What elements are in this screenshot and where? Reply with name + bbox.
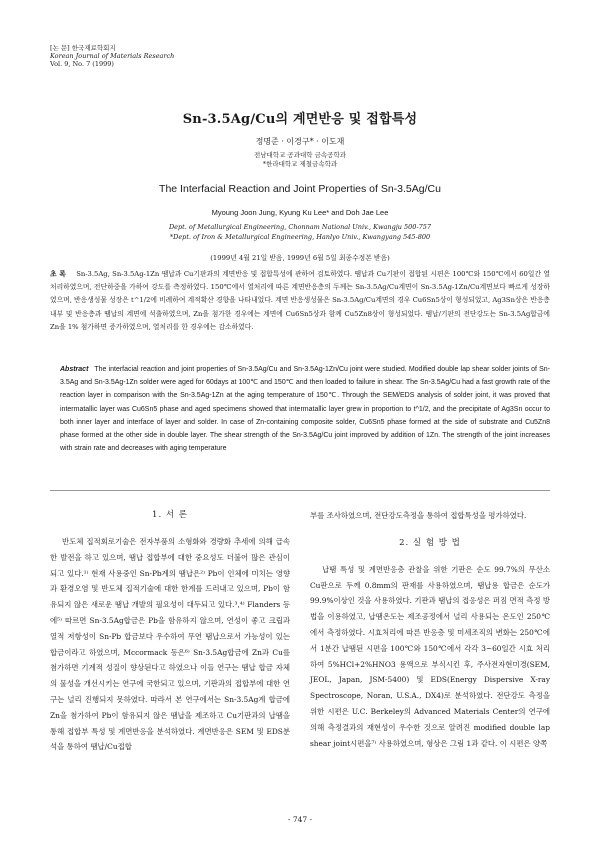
received-dates: (1999년 4월 21일 받음, 1999년 6월 5일 최종수정본 받음) <box>210 254 390 262</box>
affiliation-korean-2: *한라대학교 제철금속학과 <box>262 160 338 168</box>
journal-line-3: Vol. 9, No. 7 (1999) <box>50 60 114 68</box>
abstract-english-label: Abstract <box>60 366 89 373</box>
title-english: The Interfacial Reaction and Joint Properties of Sn-3.5Ag/Cu <box>159 183 441 195</box>
affiliations-english <box>0 222 600 242</box>
body-column-right <box>310 508 550 751</box>
section-1-continuation: 부를 조사하였으며, 전단강도측정을 통하여 접합특성을 평가하였다. <box>310 511 527 520</box>
affiliation-english-2: *Dept. of Iron & Metallurgical Engineering, Hanlyo Univ., Kwangyang 545-800 <box>169 233 431 241</box>
section-2-paragraph: 납땜 특성 및 계면반응층 관찰을 위한 기판은 순도 99.7%의 무산소 Cu판으로 두께 0.8mm의 판재를 사용하였으며, 땜납용 합금은 순도가 99.9%이상인 것을 사용하였다. 기판과 땜납의 접응성은 퍼짐 면적 측정 방법을 이용하였고, 납땜온도는 제조공정에서 널리 사용되는 온도인 250℃에서 측정하였다. 시효처리에 따른 반응층 및 미세조직의 변화는 250℃에서 1분간 납땜된 시편을 100℃와 150℃에서 각각 3~60일간 시효 처리하여 5%HCl+2%HNO3 용액으로 부식시킨 후, 주사전자현미경(SEM, JEOL, Japan, JSM-5400) 및 EDS(Energy Dispersive X-ray Spectroscope, Noran, U.S.A., DX4)로 분석하였다. 전단강도 측정을 위한 시편은 U.C. Berkeley의 Advanced Materials Center의 연구에 의해 측정결과의 재현성이 우수한 것으로 알려진 modified double lap shear joint시편을⁷⁾ 사용하였으며, 형상은 그림 1과 같다. 이 시편은 양쪽 <box>310 564 550 748</box>
body-column-left <box>50 508 290 755</box>
authors-english: Myoung Joon Jung, Kyung Ku Lee* and Doh Jae Lee <box>211 208 389 217</box>
abstract-english-text: The interfacial reaction and joint properties of Sn-3.5Ag/Cu and Sn-3.5Ag-1Zn/Cu joint were studied. Modified double lap shear solder joints of Sn-3.5Ag and Sn-3.5Ag-1Zn solder were aged for 60days at 100℃ and 150℃ and then loaded to failure in shear. The Sn-3.5Ag/Cu had a fast growth rate of the reaction layer in comparison with the Sn-3.5Ag-1Zn at the aging temperature of 150℃. Through the SEM/EDS analysis of solder joint, it was proved that intermatallic layer was Cu6Sn5 phase and aged specimens showed that intermatallic layer grew in proportion to t^1/2, and the precipitate of Ag3Sn occur to both inner layer and interface of layer and solder. In case of Zn-containing composite solder, Cu6Sn5 phase formed at the side of substrate and Cu5Zn8 phase formed at the other side in double layer. The shear strength of the Sn-3.5Ag/Cu joint improved by addition of 1Zn. The strength of the joint increases with strain rate and decreases with aging temperature <box>60 366 550 453</box>
section-1-paragraph: 반도체 집적회로기술은 전자부품의 소형화와 경량화 추세에 의해 급속한 발전을 하고 있으며, 땜납 접합부에 대한 중요성도 더불어 많은 관심이 되고 있다.¹⁾ 현재 사용중인 Sn-Pb계의 땜납은²⁾ Pb이 인체에 미치는 영향과 환경오염 및 반도체 집적기술에 대한 한계를 드러내고 있으며, Pb이 함유되지 않은 새로운 땜납 개발의 필요성이 대두되고 있다.³,⁴⁾ Flanders 등에⁵⁾ 따르면 Sn-3.5Ag합금은 Pb을 함유하지 않으며, 연성이 좋고 크립과 열적 저항성이 Sn-Pb 합금보다 우수하여 무연 땜납으로서 가능성이 있는 합금이라고 하였으며, Mccormack 등은⁶⁾ Sn-3.5Ag합금에 Zn과 Cu를 첨가하면 기계적 성질이 향상된다고 하였으나 이들 연구는 땜납 합금 자체의 물성을 개선시키는 연구에 국한되고 있으며, 기판과의 접합부에 대한 연구는 널리 진행되지 못하였다. 따라서 본 연구에서는 Sn-3.5Ag계 합금에 Zn을 첨가하여 Pb이 함유되지 않은 땜납을 제조하고 Cu기판과의 납땜을 통해 접합부 특성 및 계면반응을 분석하였다. 계면반응은 SEM 및 EDS분석을 통하여 땜납/Cu접합 <box>50 537 290 752</box>
journal-header <box>50 44 174 68</box>
abstract-korean-text: Sn-3.5Ag, Sn-3.5Ag-1Zn 땜납과 Cu기판과의 계면반응 및 접합특성에 관하여 검토하였다. 땜납과 Cu기판이 접합된 시편은 100℃와 150℃에서 60일간 열처리하였으며, 전단하중을 가하여 강도를 측정하였다. 150℃에서 열처리에 따른 계면반응층의 두께는 Sn-3.5Ag/Cu계면이 Sn-3.5Ag-1Zn/Cu계면보다 빠르게 성장하였으며, 반응생성물 성장은 t^1/2에 비례하여 계적확산 경향을 나타내었다. 계면 반응생성물은 Sn-3.5Ag/Cu계면의 경우 Cu6Sn5상이 형성되었고, Ag3Sn상은 반응층 내부 및 반응층과 땜납의 계면에 석출하였으며, Zn을 첨가한 경우에는 계면에 Cu6Sn5상과 함께 Cu5Zn8상이 형성되었다. 땜납/기판의 전단강도는 Sn-3.5Ag합금에 Zn을 1% 첨가하면 증가하였으며, 열처리를 한 경우에는 감소하였다. <box>50 270 550 331</box>
page-number: - 747 - <box>287 815 313 824</box>
affiliation-korean-1: 전남대학교 공과대학 금속공학과 <box>253 151 347 159</box>
section-1-title: 1. 서 론 <box>152 510 188 520</box>
affiliations-korean <box>0 151 600 169</box>
section-2-title: 2. 실 험 방 법 <box>399 537 461 548</box>
journal-line-2: Korean Journal of Materials Research <box>50 52 175 60</box>
authors-korean: 정명준 · 이경구* · 이도재 <box>255 137 345 146</box>
affiliation-english-1: Dept. of Metallurgical Engineering, Chonnam National Univ., Kwangju 500-757 <box>168 223 432 231</box>
abstract-english <box>60 363 550 455</box>
abstract-korean <box>50 268 550 334</box>
section-divider <box>50 490 550 491</box>
journal-line-1: [논 문] 한국재료학회지 <box>50 44 116 52</box>
title-korean: Sn-3.5Ag/Cu의 계면반응 및 접합특성 <box>182 112 418 127</box>
abstract-korean-label: 초 록 <box>50 270 66 278</box>
